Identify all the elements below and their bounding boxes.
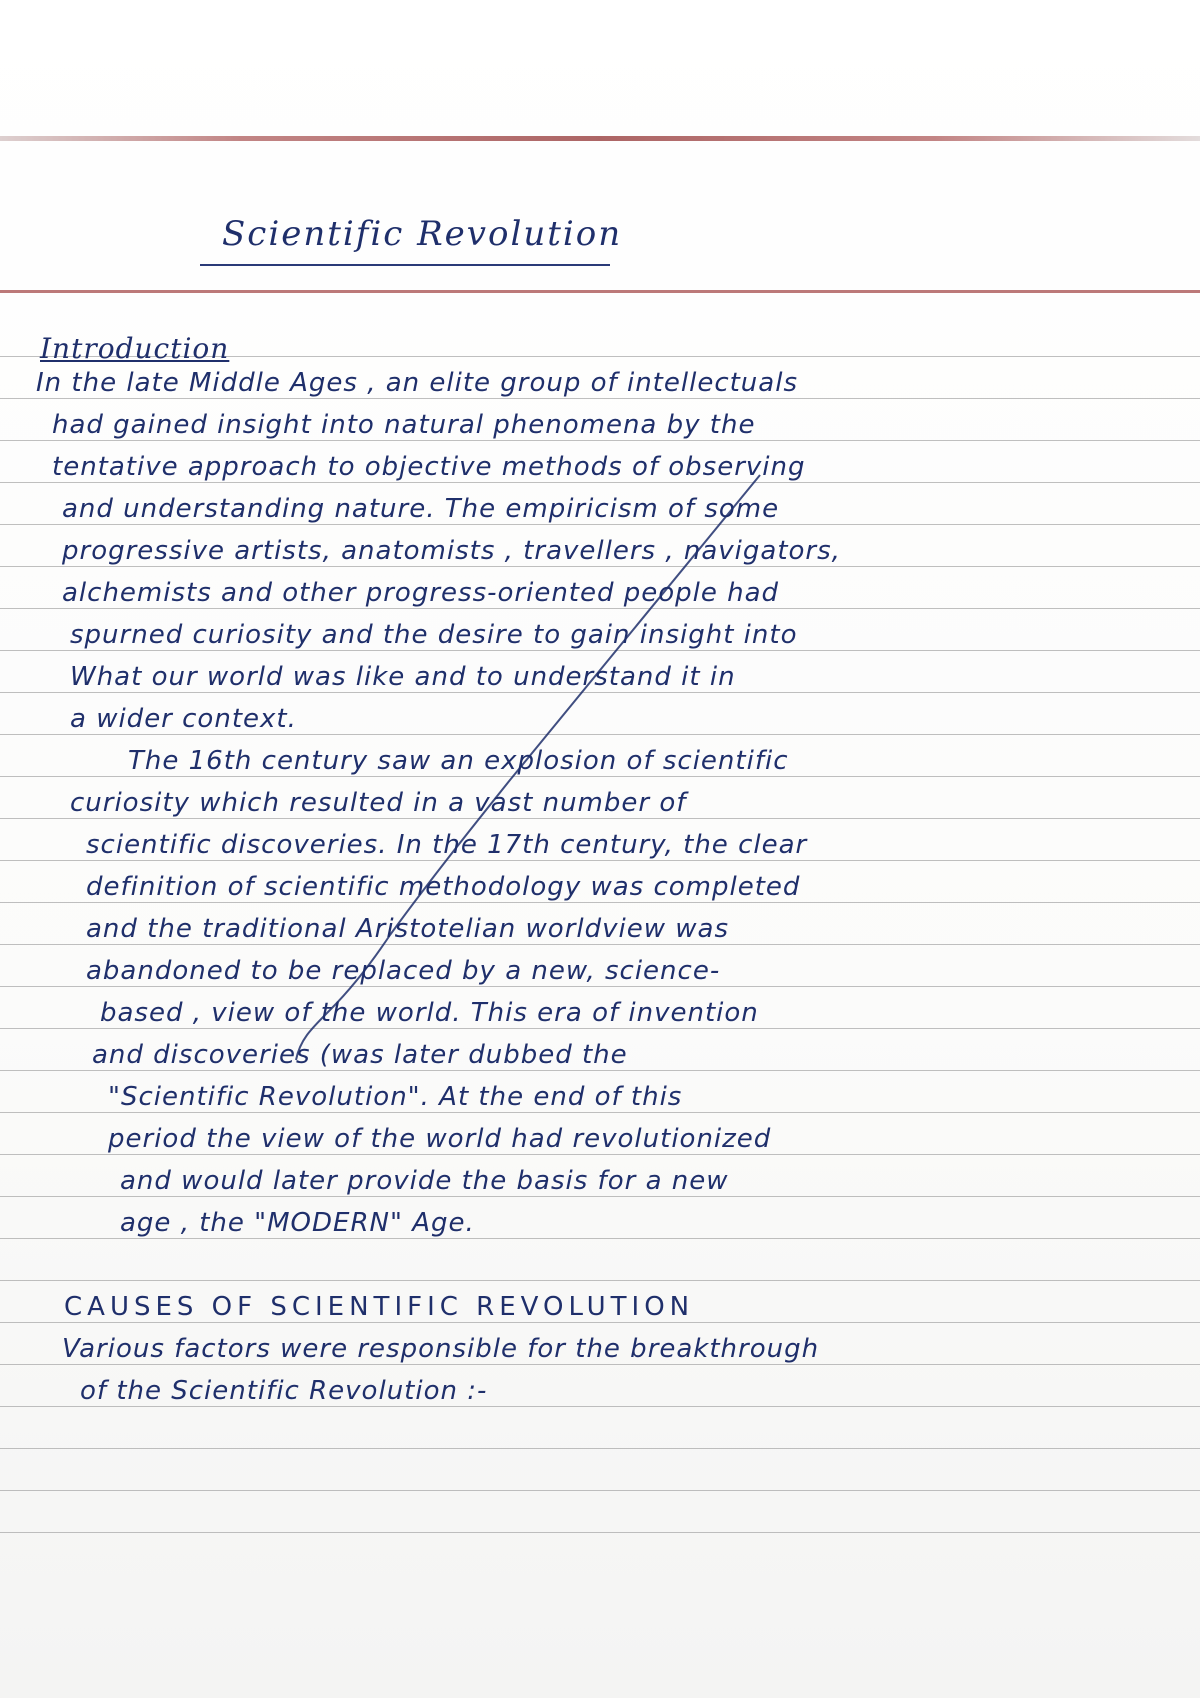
ruled-line [0, 1070, 1200, 1071]
paragraph-line: curiosity which resulted in a vast number of [70, 788, 687, 818]
causes-line: Various factors were responsible for the breakthrough [62, 1334, 820, 1364]
ruled-line [0, 902, 1200, 903]
paragraph-line: and the traditional Aristotelian worldview was [86, 914, 730, 944]
ruled-line [0, 734, 1200, 735]
ruled-line [0, 692, 1200, 693]
paragraph-line: a wider context. [70, 704, 297, 734]
paragraph-line: and discoveries (was later dubbed the [92, 1040, 628, 1070]
paragraph-line: definition of scientific methodology was completed [86, 872, 801, 902]
ruled-line [0, 1028, 1200, 1029]
causes-line: of the Scientific Revolution :- [80, 1376, 488, 1406]
paragraph-line: In the late Middle Ages , an elite group of intellectuals [36, 368, 798, 398]
paragraph-line: "Scientific Revolution". At the end of this [108, 1082, 683, 1112]
title-underline [200, 264, 610, 266]
paragraph-line: The 16th century saw an explosion of scientific [128, 746, 789, 776]
ruled-line [0, 650, 1200, 651]
ruled-line [0, 524, 1200, 525]
ruled-line [0, 1364, 1200, 1365]
ruled-line [0, 1238, 1200, 1239]
ruled-line [0, 398, 1200, 399]
ruled-line [0, 986, 1200, 987]
ruled-line [0, 440, 1200, 441]
ruled-line [0, 1490, 1200, 1491]
paragraph-line: and understanding nature. The empiricism of some [62, 494, 780, 524]
page-title: Scientific Revolution [222, 214, 623, 254]
ruled-line [0, 1448, 1200, 1449]
paragraph-line: and would later provide the basis for a new [120, 1166, 729, 1196]
paragraph-line: period the view of the world had revolutionized [108, 1124, 772, 1154]
ruled-line [0, 1322, 1200, 1323]
paragraph-line: progressive artists, anatomists , travellers , navigators, [62, 536, 841, 566]
top-margin-rule [0, 136, 1200, 141]
introduction-heading: Introduction [40, 332, 230, 365]
ruled-line [0, 1406, 1200, 1407]
ruled-line [0, 1112, 1200, 1113]
causes-heading: CAUSES OF SCIENTIFIC REVOLUTION [64, 1292, 695, 1322]
ruled-line [0, 608, 1200, 609]
paragraph-line: age , the "MODERN" Age. [120, 1208, 475, 1238]
ruled-line [0, 776, 1200, 777]
paragraph-line: What our world was like and to understand it in [70, 662, 736, 692]
paragraph-line: scientific discoveries. In the 17th century, the clear [86, 830, 808, 860]
paragraph-line: alchemists and other progress-oriented people had [62, 578, 780, 608]
paragraph-line: spurned curiosity and the desire to gain insight into [70, 620, 798, 650]
ruled-line [0, 1532, 1200, 1533]
ruled-line [0, 1280, 1200, 1281]
paragraph-line: tentative approach to objective methods of observing [52, 452, 806, 482]
ruled-line [0, 566, 1200, 567]
ruled-line [0, 482, 1200, 483]
header-red-rule [0, 290, 1200, 293]
paragraph-line: based , view of the world. This era of invention [100, 998, 759, 1028]
paragraph-line: abandoned to be replaced by a new, science- [86, 956, 721, 986]
paragraph-line: had gained insight into natural phenomena by the [52, 410, 756, 440]
ruled-line [0, 1196, 1200, 1197]
ruled-line [0, 944, 1200, 945]
ruled-line [0, 818, 1200, 819]
ruled-line [0, 860, 1200, 861]
ruled-line [0, 1154, 1200, 1155]
